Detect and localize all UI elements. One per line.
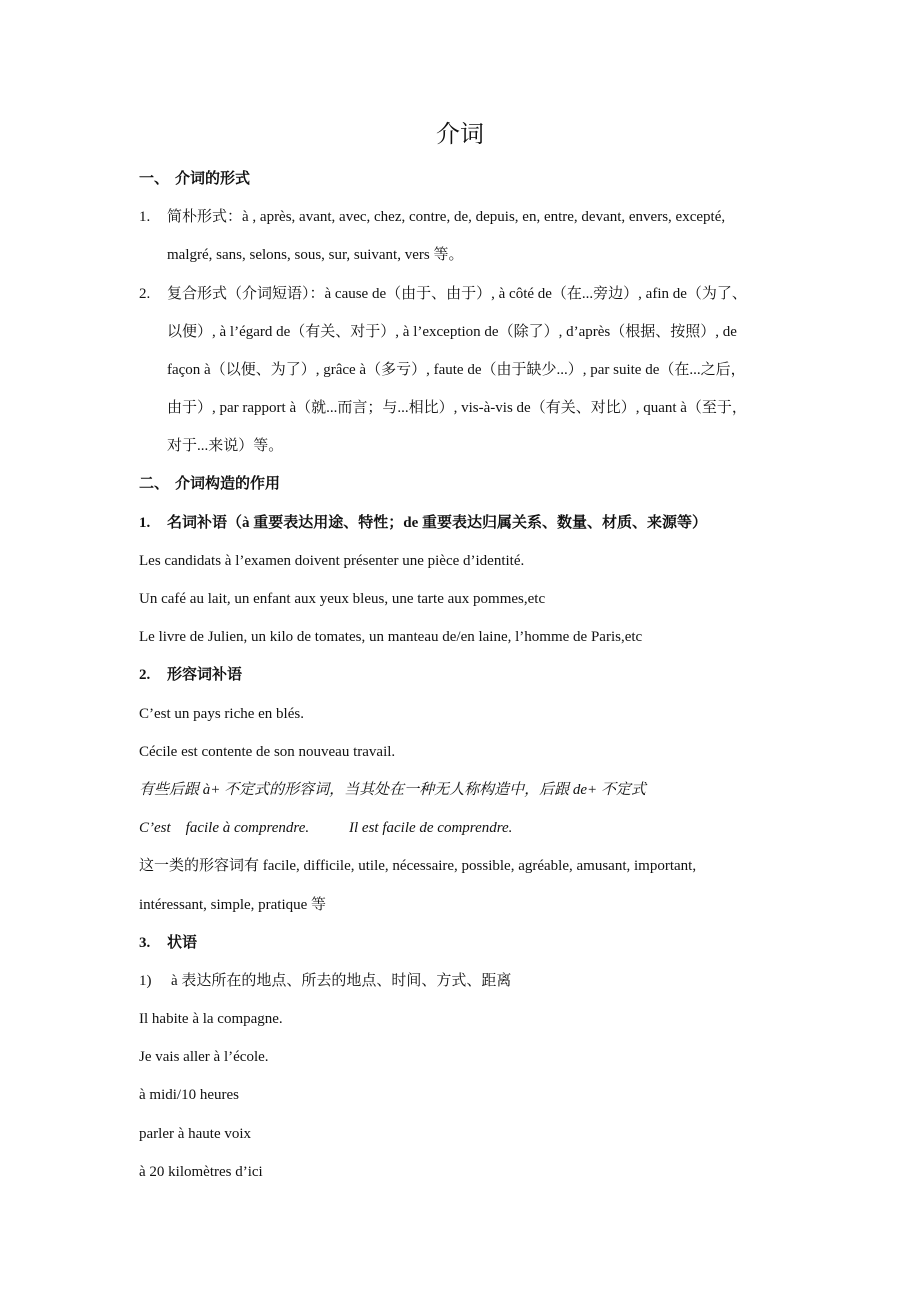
example-sentence: Je vais aller à l’école. xyxy=(139,1049,269,1065)
section-number: 一、 xyxy=(139,171,170,187)
example-phrase: parler à haute voix xyxy=(139,1126,252,1142)
adjective-list: 这一类的形容词有 facile, difficile, utile, nécessaire, possible, agréable, amusant, important, xyxy=(139,858,697,874)
item-text-continued: façon à（以便、为了）, grâce à（多亏）, faute de（由于缺少...）, par suite de（在...之后， xyxy=(167,362,746,378)
item-text-continued: malgré, sans, selons, sous, sur, suivant, vers 等。 xyxy=(167,247,464,263)
item-text: 简朴形式：à , après, avant, avec, chez, contre, de, depuis, en, entre, devant, envers, excepté, xyxy=(167,209,726,225)
subsection-title: 名词补语（à 重要表达用途、特性；de 重要表达归属关系、数量、材质、来源等） xyxy=(167,515,708,531)
example-sentence: Les candidats à l’examen doivent présenter une pièce d’identité. xyxy=(139,553,525,569)
item-text-continued: 以便）, à l’égard de（有关、对于）, à l’exception de（除了）, d’après（根据、按照）, de xyxy=(167,324,737,340)
example-phrase: à midi/10 heures xyxy=(139,1087,239,1103)
point-number: 1) xyxy=(139,973,152,989)
italic-example: Il est facile de comprendre. xyxy=(349,820,513,836)
usage-point xyxy=(139,971,511,991)
italic-example: C’est facile à comprendre. xyxy=(139,820,310,836)
subsection-title: 状语 xyxy=(167,935,198,951)
subsection-number: 2. xyxy=(139,667,151,683)
section-1-heading xyxy=(139,169,250,189)
subsection-number: 1. xyxy=(139,515,151,531)
section-title: 介词的形式 xyxy=(175,171,251,187)
adjective-list-continued: intéressant, simple, pratique 等 xyxy=(139,897,327,913)
list-item xyxy=(139,284,747,304)
example-sentence: C’est un pays riche en blés. xyxy=(139,706,304,722)
section-title: 介词构造的作用 xyxy=(175,476,281,492)
section-2-heading xyxy=(139,474,280,494)
subsection-2-heading xyxy=(139,665,242,685)
page-title: 介词 xyxy=(436,122,484,148)
subsection-number: 3. xyxy=(139,935,151,951)
example-sentence: Il habite à la compagne. xyxy=(139,1011,283,1027)
subsection-1-heading xyxy=(139,513,707,533)
item-number: 2. xyxy=(139,286,151,302)
point-text: à 表达所在的地点、所去的地点、时间、方式、距离 xyxy=(171,973,512,989)
item-text-continued: 由于）, par rapport à（就...而言；与...相比）, vis-à-vis de（有关、对比）, quant à（至于， xyxy=(167,400,747,416)
example-phrase: à 20 kilomètres d’ici xyxy=(139,1164,263,1180)
example-sentence: Cécile est contente de son nouveau travail. xyxy=(139,744,396,760)
example-sentence: Le livre de Julien, un kilo de tomates, un manteau de/en laine, l’homme de Paris,etc xyxy=(139,629,643,645)
subsection-title: 形容词补语 xyxy=(167,667,243,683)
list-item xyxy=(139,207,725,227)
grammar-note: 有些后跟 à+ 不定式的形容词，当其处在一种无人称构造中，后跟 de+ 不定式 xyxy=(139,782,646,798)
item-number: 1. xyxy=(139,209,151,225)
item-text-continued: 对于...来说）等。 xyxy=(167,438,284,454)
section-number: 二、 xyxy=(139,476,170,492)
item-text: 复合形式（介词短语）：à cause de（由于、由于）, à côté de（在...旁边）, afin de（为了、 xyxy=(167,286,747,302)
example-sentence: Un café au lait, un enfant aux yeux bleus, une tarte aux pommes,etc xyxy=(139,591,546,607)
subsection-3-heading xyxy=(139,933,197,953)
